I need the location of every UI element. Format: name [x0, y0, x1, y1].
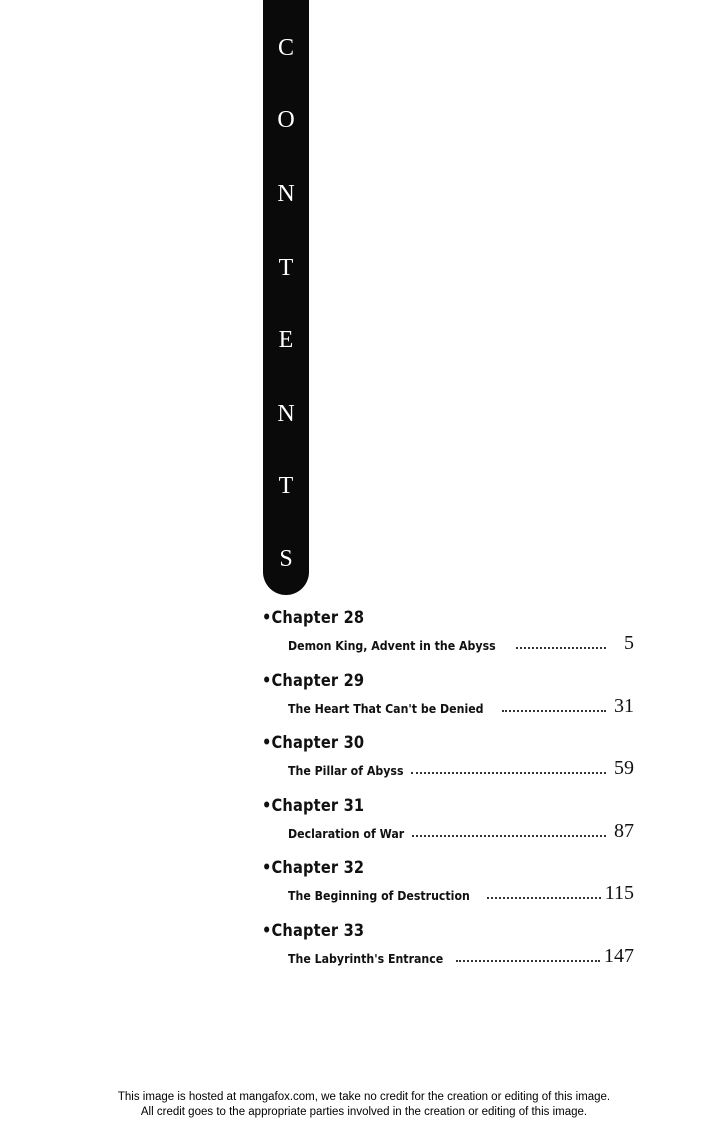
credit-line-2: All credit goes to the appropriate parties involved in the creation or editing of this image.: [140, 1106, 588, 1118]
page-number: 87: [614, 819, 634, 842]
chapter-row: [288, 695, 634, 717]
hosting-credit: [0, 1090, 728, 1120]
chapter-title: The Heart That Can't be Denied: [288, 700, 484, 716]
toc-entry[interactable]: [262, 919, 642, 982]
dot-leader: [502, 710, 606, 712]
chapter-title: Demon King, Advent in the Abyss: [288, 638, 496, 653]
page-number: 5: [624, 632, 634, 654]
toc-entry[interactable]: [262, 856, 642, 919]
dot-leader: [487, 897, 601, 899]
banner-letter: N: [277, 181, 295, 207]
dot-leader: [516, 647, 606, 649]
chapter-title: The Beginning of Destruction: [288, 888, 470, 903]
toc-entry[interactable]: [262, 731, 642, 794]
dot-leader: [456, 960, 600, 962]
chapter-number: •Chapter 28: [262, 608, 365, 628]
page-number: 115: [604, 882, 634, 904]
chapter-row: [288, 757, 634, 779]
banner-letter: T: [278, 473, 294, 499]
chapter-row: [288, 882, 634, 904]
chapter-row: [288, 945, 634, 967]
dot-leader: [411, 772, 606, 774]
dot-leader: [412, 835, 606, 837]
page-number: 31: [614, 694, 634, 717]
page-number: 59: [614, 757, 634, 779]
chapter-title: Declaration of War: [288, 825, 405, 841]
banner-letter: T: [278, 255, 294, 281]
credit-line-1: This image is hosted at mangafox.com, we take no credit for the creation or editing of this image.: [117, 1091, 611, 1103]
chapter-title: The Pillar of Abyss: [288, 763, 404, 778]
banner-letter: N: [277, 401, 295, 427]
chapter-number: •Chapter 32: [262, 858, 365, 878]
table-of-contents: [262, 606, 642, 981]
chapter-row: [288, 632, 634, 654]
chapter-number: •Chapter 31: [262, 795, 365, 816]
toc-entry[interactable]: [262, 669, 642, 732]
chapter-number: •Chapter 29: [262, 670, 365, 691]
toc-entry[interactable]: [262, 606, 642, 669]
toc-entry[interactable]: [262, 794, 642, 857]
chapter-row: [288, 820, 634, 842]
banner-letter: E: [278, 327, 294, 353]
chapter-title: The Labyrinth's Entrance: [288, 950, 444, 966]
page-number: 147: [604, 944, 634, 967]
banner-letter: C: [277, 35, 294, 61]
chapter-number: •Chapter 30: [262, 733, 365, 753]
contents-banner: [263, 0, 309, 595]
chapter-number: •Chapter 33: [262, 920, 365, 941]
banner-letter: O: [277, 107, 295, 133]
banner-letter: S: [279, 546, 293, 572]
